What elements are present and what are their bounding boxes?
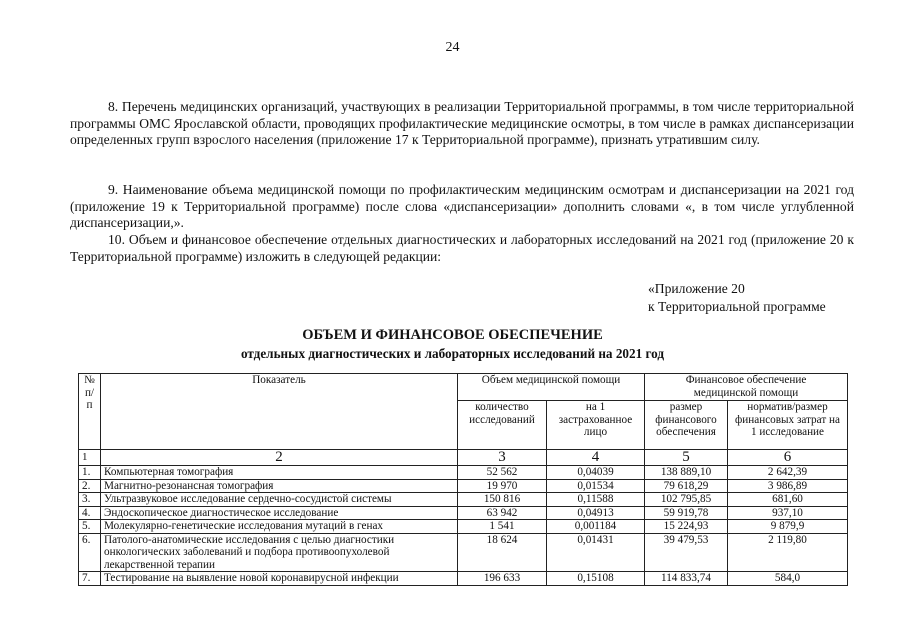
paragraph-9-text: 9. Наименование объема медицинской помощи по профилактическим медицинским осмотрам и диспансеризации на 2021 год (приложение 19 к Территориальной программе) после слова «диспансеризации» дополнить словами «, в том числе углубленной диспансеризации,». (70, 182, 854, 230)
appendix-reference (648, 280, 826, 316)
header-finance-group: Финансовое обеспечение медицинской помощи (645, 374, 848, 401)
row-count: 150 816 (458, 493, 547, 507)
table-row (79, 533, 848, 572)
col-number: 6 (728, 450, 848, 466)
row-count: 18 624 (458, 533, 547, 572)
header-num: № п/п (79, 374, 101, 450)
header-finance-size: размер финансового обеспечения (645, 401, 728, 450)
row-num: 1. (79, 466, 101, 480)
row-name: Ультразвуковое исследование сердечно-сосудистой системы (101, 493, 458, 507)
col-number: 2 (101, 450, 458, 466)
page-number: 24 (445, 40, 460, 55)
row-num: 5. (79, 520, 101, 534)
row-finance: 59 919,78 (645, 506, 728, 520)
table-row (79, 572, 848, 586)
row-name: Молекулярно-генетические исследования мутаций в генах (101, 520, 458, 534)
row-count: 63 942 (458, 506, 547, 520)
paragraph-9 (70, 182, 854, 232)
row-num: 2. (79, 479, 101, 493)
row-norm: 2 642,39 (728, 466, 848, 480)
row-name: Магнитно-резонансная томография (101, 479, 458, 493)
col-number: 4 (547, 450, 645, 466)
row-count: 196 633 (458, 572, 547, 586)
appendix-line-1: «Приложение 20 (648, 281, 745, 296)
table-row (79, 493, 848, 507)
header-volume-group: Объем медицинской помощи (458, 374, 645, 401)
row-num: 3. (79, 493, 101, 507)
header-count: количество исследований (458, 401, 547, 450)
row-norm: 937,10 (728, 506, 848, 520)
row-finance: 138 889,10 (645, 466, 728, 480)
table-row (79, 506, 848, 520)
row-name: Тестирование на выявление новой коронавирусной инфекции (101, 572, 458, 586)
table-title: ОБЪЕМ И ФИНАНСОВОЕ ОБЕСПЕЧЕНИЕ (302, 327, 603, 343)
paragraph-8-text: 8. Перечень медицинских организаций, участвующих в реализации Территориальной программы, в том числе территориальной программы ОМС Ярославской области, проводящих профилактические медицинские осмотры, в том числе в рамках диспансеризации определенных групп взрослого населения (приложение 17 к Территориальной программе), признать утратившим силу. (70, 99, 854, 147)
row-per-insured: 0,15108 (547, 572, 645, 586)
table-row (79, 479, 848, 493)
paragraph-10-text: 10. Объем и финансовое обеспечение отдельных диагностических и лабораторных исследований на 2021 год (приложение 20 к Территориальной программе) изложить в следующей редакции: (70, 232, 854, 264)
header-per-insured: на 1 застрахованное лицо (547, 401, 645, 450)
row-per-insured: 0,001184 (547, 520, 645, 534)
row-finance: 39 479,53 (645, 533, 728, 572)
row-norm: 2 119,80 (728, 533, 848, 572)
row-per-insured: 0,11588 (547, 493, 645, 507)
row-num: 7. (79, 572, 101, 586)
table-subtitle: отдельных диагностических и лабораторных исследований на 2021 год (240, 346, 665, 361)
row-finance: 114 833,74 (645, 572, 728, 586)
row-finance: 102 795,85 (645, 493, 728, 507)
paragraph-10 (70, 232, 854, 265)
table-row (79, 520, 848, 534)
data-table (78, 373, 848, 586)
col-number: 3 (458, 450, 547, 466)
col-number: 1 (79, 450, 101, 466)
header-norm: норматив/размер финансовых затрат на 1 исследование (728, 401, 848, 450)
row-num: 6. (79, 533, 101, 572)
row-per-insured: 0,04039 (547, 466, 645, 480)
row-finance: 79 618,29 (645, 479, 728, 493)
row-norm: 3 986,89 (728, 479, 848, 493)
col-number: 5 (645, 450, 728, 466)
row-per-insured: 0,04913 (547, 506, 645, 520)
row-per-insured: 0,01534 (547, 479, 645, 493)
row-name: Эндоскопическое диагностическое исследование (101, 506, 458, 520)
row-count: 52 562 (458, 466, 547, 480)
appendix-line-2: к Территориальной программе (648, 299, 826, 314)
row-count: 1 541 (458, 520, 547, 534)
row-norm: 584,0 (728, 572, 848, 586)
header-indicator: Показатель (101, 374, 458, 450)
row-name: Патолого-анатомические исследования с целью диагностики онкологических заболеваний и подбора противоопухолевой лекарственной терапии (101, 533, 458, 572)
row-finance: 15 224,93 (645, 520, 728, 534)
row-norm: 9 879,9 (728, 520, 848, 534)
row-count: 19 970 (458, 479, 547, 493)
row-num: 4. (79, 506, 101, 520)
table-row (79, 466, 848, 480)
row-name: Компьютерная томография (101, 466, 458, 480)
row-norm: 681,60 (728, 493, 848, 507)
row-per-insured: 0,01431 (547, 533, 645, 572)
paragraph-8 (70, 99, 854, 149)
